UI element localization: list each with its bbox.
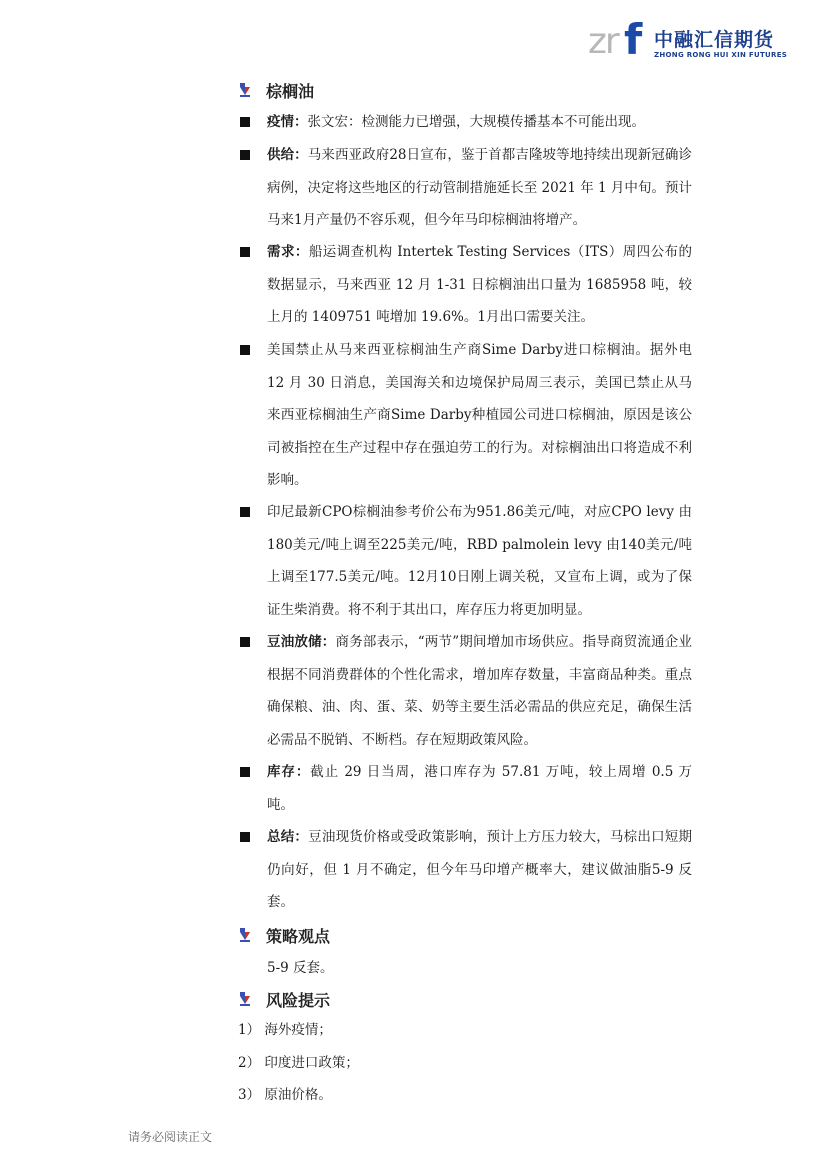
square-bullet-icon [240, 832, 250, 842]
section-heading-strategy [236, 923, 330, 947]
section-title: 棕榈油 [266, 81, 315, 101]
risk-item: 1） 海外疫情； [238, 1022, 332, 1038]
list-item: 需求：船运调查机构 Intertek Testing Services（ITS）周四公布的数据显示，马来西亚 12 月 1-31 日棕榈油出口量为 1685958 吨，较上月的 1409751 吨增加 19.6%。1月出口需要关注。 [267, 244, 693, 325]
logo-chinese-name: 中融汇信期货 [654, 29, 775, 51]
footer-note: 请务必阅读正文 [128, 1130, 213, 1144]
company-logo [588, 15, 788, 64]
arrow-bullet-icon [236, 926, 254, 944]
risk-item: 2） 印度进口政策； [238, 1055, 359, 1071]
list-item: 总结：豆油现货价格或受政策影响，预计上方压力较大，马棕出口短期仍向好，但 1 月不确定，但今年马印增产概率大，建议做油脂5-9 反套。 [267, 829, 693, 910]
list-item: 库存：截止 29 日当周，港口库存为 57.81 万吨，较上周增 0.5 万吨。 [267, 764, 693, 813]
logo-mark-zr: zr [588, 21, 618, 62]
square-bullet-icon [240, 117, 250, 127]
arrow-bullet-icon [236, 81, 254, 99]
section-title: 风险提示 [266, 990, 331, 1010]
list-item: 疫情：张文宏：检测能力已增强，大规模传播基本不可能出现。 [267, 114, 645, 130]
square-bullet-icon [240, 345, 250, 355]
square-bullet-icon [240, 150, 250, 160]
strategy-text: 5-9 反套。 [267, 960, 334, 976]
section-heading-palm [236, 78, 314, 102]
list-item: 供给：马来西亚政府28日宣布，鉴于首都吉隆坡等地持续出现新冠确诊病例，决定将这些地区的行动管制措施延长至 2021 年 1 月中旬。预计马来1月产量仍不容乐观，但今年马印棕榈油将增产。 [267, 147, 692, 228]
square-bullet-icon [240, 507, 250, 517]
arrow-bullet-icon [236, 990, 254, 1008]
section-heading-risk [236, 987, 330, 1011]
logo-mark-f: f [624, 15, 643, 64]
logo-english-name: ZHONG RONG HUI XIN FUTURES [654, 51, 788, 59]
square-bullet-icon [240, 247, 250, 257]
list-item: 美国禁止从马来西亚棕榈油生产商Sime Darby进口棕榈油。据外电 12 月 30 日消息，美国海关和边境保护局周三表示，美国已禁止从马来西亚棕榈油生产商Sime Darby种植园公司进口棕榈油，原因是该公司被指控在生产过程中存在强迫劳工的行为。对棕榈油出口将造成不利影响。 [267, 342, 692, 488]
square-bullet-icon [240, 637, 250, 647]
list-item: 印尼最新CPO棕榈油参考价公布为951.86美元/吨，对应CPO levy 由180美元/吨上调至225美元/吨，RBD palmolein levy 由140美元/吨上调至177.5美元/吨。12月10日刚上调关税，又宣布上调，或为了保证生柴消费。将不利于其出口，库存压力将更加明显。 [267, 504, 692, 618]
section-title: 策略观点 [266, 926, 331, 946]
square-bullet-icon [240, 767, 250, 777]
list-item: 豆油放储：商务部表示，“两节”期间增加市场供应。指导商贸流通企业根据不同消费群体的个性化需求，增加库存数量，丰富商品种类。重点确保粮、油、肉、蛋、菜、奶等主要生活必需品的供应充足，确保生活必需品不脱销、不断档。存在短期政策风险。 [267, 634, 692, 748]
risk-item: 3） 原油价格。 [238, 1087, 332, 1103]
